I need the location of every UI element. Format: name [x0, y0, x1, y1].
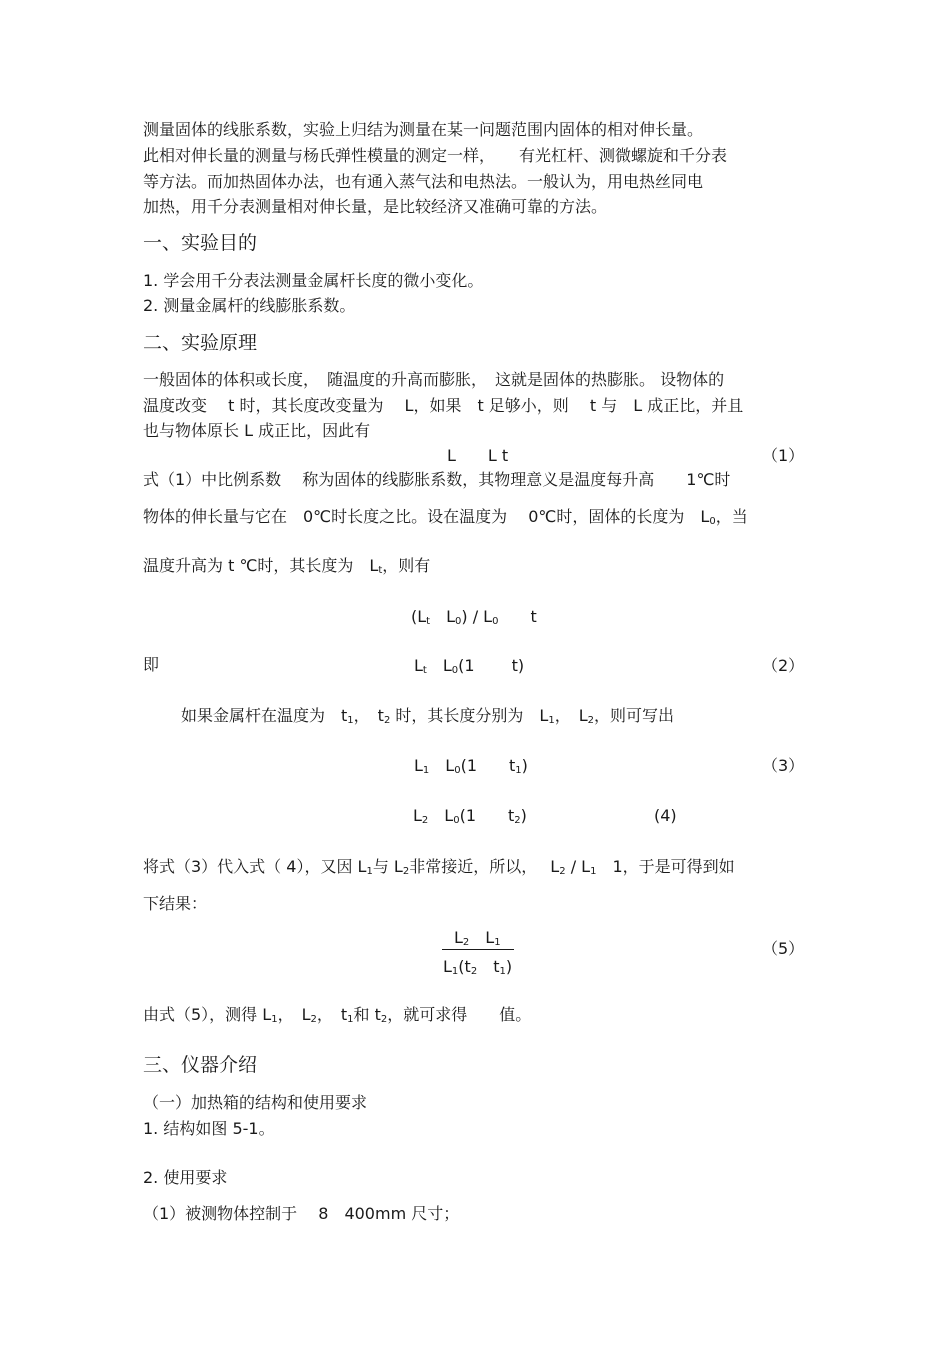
- subscript: 1: [347, 715, 354, 726]
- subscript: 2: [587, 715, 594, 726]
- subscript: 0: [709, 516, 716, 527]
- principle-line-2: 温度改变 t 时，其长度改变量为 L，如果 t 足够小，则 t 与 L 成正比，并且: [143, 396, 744, 415]
- subscript: 2: [310, 1014, 317, 1025]
- subscript: 1: [494, 937, 501, 948]
- text-run: ，就可求得 值。: [387, 1005, 532, 1024]
- equation-2-number: （2）: [762, 656, 805, 675]
- eq-run: (1 t): [458, 656, 525, 675]
- eq-run: ): [505, 957, 513, 976]
- equation-alpha: [411, 607, 537, 632]
- eq-run: ): [521, 756, 528, 775]
- eq-run: L: [469, 928, 495, 947]
- subscript: 0: [455, 616, 462, 627]
- text-run: ， t: [353, 706, 384, 725]
- subscript: 0: [492, 616, 499, 627]
- intro-line-3: 等方法。而加热固体办法，也有通入蒸气法和电热法。一般认为，用电热丝同电: [143, 172, 704, 191]
- objective-2: 2. 测量金属杆的线膨胀系数。: [143, 296, 356, 315]
- text-run: 1，于是可得到如: [596, 857, 735, 876]
- subscript: 1: [548, 715, 555, 726]
- principle-line-10: [143, 1005, 531, 1030]
- objective-1: 1. 学会用千分表法测量金属杆长度的微小变化。: [143, 271, 484, 290]
- equation-5-number: （5）: [762, 939, 805, 958]
- text-run: 与 L: [372, 857, 403, 876]
- text-run: ，当: [715, 507, 748, 526]
- subscript: 1: [422, 765, 430, 776]
- subscript: 2: [380, 1014, 388, 1025]
- eq-run: L: [428, 806, 454, 825]
- subscript: 1: [451, 966, 459, 977]
- subscript: 2: [421, 815, 429, 826]
- text-run: ， L: [554, 706, 588, 725]
- instrument-line-1: 1. 结构如图 5-1。: [143, 1119, 275, 1138]
- section-1-heading: 一、实验目的: [143, 232, 258, 254]
- equation-5-denominator: [443, 957, 512, 982]
- subscript: 2: [462, 937, 470, 948]
- text-run: 时，其长度分别为 L: [390, 706, 549, 725]
- eq-run: L: [454, 928, 463, 947]
- text-run: 和 t: [353, 1005, 381, 1024]
- principle-line-7: [181, 706, 674, 731]
- subscript: 1: [499, 966, 506, 977]
- eq-run: (1 t: [460, 756, 516, 775]
- eq-run: L: [426, 656, 452, 675]
- section-2-heading: 二、实验原理: [143, 332, 258, 354]
- eq-run: L: [430, 607, 455, 626]
- intro-line-1: 测量固体的线胀系数，实验上归结为测量在某一问题范围内固体的相对伸长量。: [143, 120, 704, 139]
- eq-run: t: [498, 607, 537, 626]
- principle-line-8: [143, 857, 735, 882]
- text-run: ， L: [277, 1005, 311, 1024]
- eq-run: L: [414, 656, 423, 675]
- equation-3-number: （3）: [762, 756, 805, 775]
- fraction-bar: [442, 949, 514, 950]
- eq-run: L: [414, 756, 423, 775]
- text-run: ，则有: [382, 556, 431, 575]
- subscript: 2: [470, 966, 478, 977]
- text-run: 温度升高为 t ℃时，其长度为 L: [143, 556, 379, 575]
- text-run: / L: [565, 857, 591, 876]
- subscript: 2: [402, 866, 410, 877]
- principle-line-4: 式（1）中比例系数 称为固体的线膨胀系数，其物理意义是温度每升高 1℃时: [143, 470, 731, 489]
- principle-line-9: 下结果：: [143, 894, 208, 913]
- eq-run: L: [443, 957, 452, 976]
- ji-label: 即: [143, 655, 160, 674]
- subscript: 0: [453, 815, 460, 826]
- text-run: 如果金属杆在温度为 t: [181, 706, 348, 725]
- eq-run: L: [429, 756, 455, 775]
- equation-1: L L t: [447, 446, 509, 465]
- subscript: 0: [454, 765, 461, 776]
- instrument-line-3: （1）被测物体控制于 8 400mm 尺寸；: [143, 1204, 460, 1223]
- subscript: 2: [383, 715, 391, 726]
- principle-line-5: [143, 507, 748, 532]
- eq-run: (1 t: [459, 806, 515, 825]
- text-run: 将式（3）代入式（ 4），又因 L: [143, 857, 367, 876]
- eq-run: ): [520, 806, 527, 825]
- equation-2: [414, 656, 524, 681]
- subscript: 2: [514, 815, 521, 826]
- principle-line-6: [143, 556, 430, 581]
- intro-line-2: 此相对伸长量的测量与杨氏弹性模量的测定一样， 有光杠杆、测微螺旋和千分表: [143, 146, 728, 165]
- subscript: 1: [347, 1014, 354, 1025]
- subscript: 0: [451, 665, 459, 676]
- intro-line-4: 加热，用千分表测量相对伸长量，是比较经济又准确可靠的方法。: [143, 197, 608, 216]
- equation-4-number: (4): [654, 806, 677, 825]
- subscript: 1: [271, 1014, 278, 1025]
- eq-run: t: [477, 957, 500, 976]
- subscript: 1: [590, 866, 597, 877]
- subscript: 2: [559, 866, 566, 877]
- equation-1-number: （1）: [762, 446, 805, 465]
- eq-run: (t: [458, 957, 471, 976]
- text-run: ， t: [316, 1005, 348, 1024]
- eq-run: L: [413, 806, 422, 825]
- equation-4: [413, 806, 527, 831]
- principle-line-1: 一般固体的体积或长度， 随温度的升高而膨胀， 这就是固体的热膨胀。 设物体的: [143, 370, 725, 389]
- principle-line-3: 也与物体原长 L 成正比，因此有: [143, 421, 371, 440]
- equation-3: [414, 756, 528, 781]
- instrument-line-2: 2. 使用要求: [143, 1168, 228, 1187]
- subscript: t: [422, 665, 427, 676]
- text-run: 物体的伸长量与它在 0℃时长度之比。设在温度为 0℃时，固体的长度为 L: [143, 507, 710, 526]
- subscript: t: [378, 565, 383, 576]
- text-run: 由式（5），测得 L: [143, 1005, 272, 1024]
- text-run: 非常接近，所以， L: [409, 857, 560, 876]
- subscript: t: [426, 616, 431, 627]
- eq-run: ) / L: [461, 607, 493, 626]
- subscript: 1: [366, 866, 373, 877]
- text-run: ，则可写出: [594, 706, 675, 725]
- eq-run: (L: [411, 607, 427, 626]
- subscript: 1: [515, 765, 522, 776]
- subsection-1-heading: （一）加热箱的结构和使用要求: [143, 1093, 368, 1112]
- section-3-heading: 三、仪器介绍: [143, 1054, 258, 1076]
